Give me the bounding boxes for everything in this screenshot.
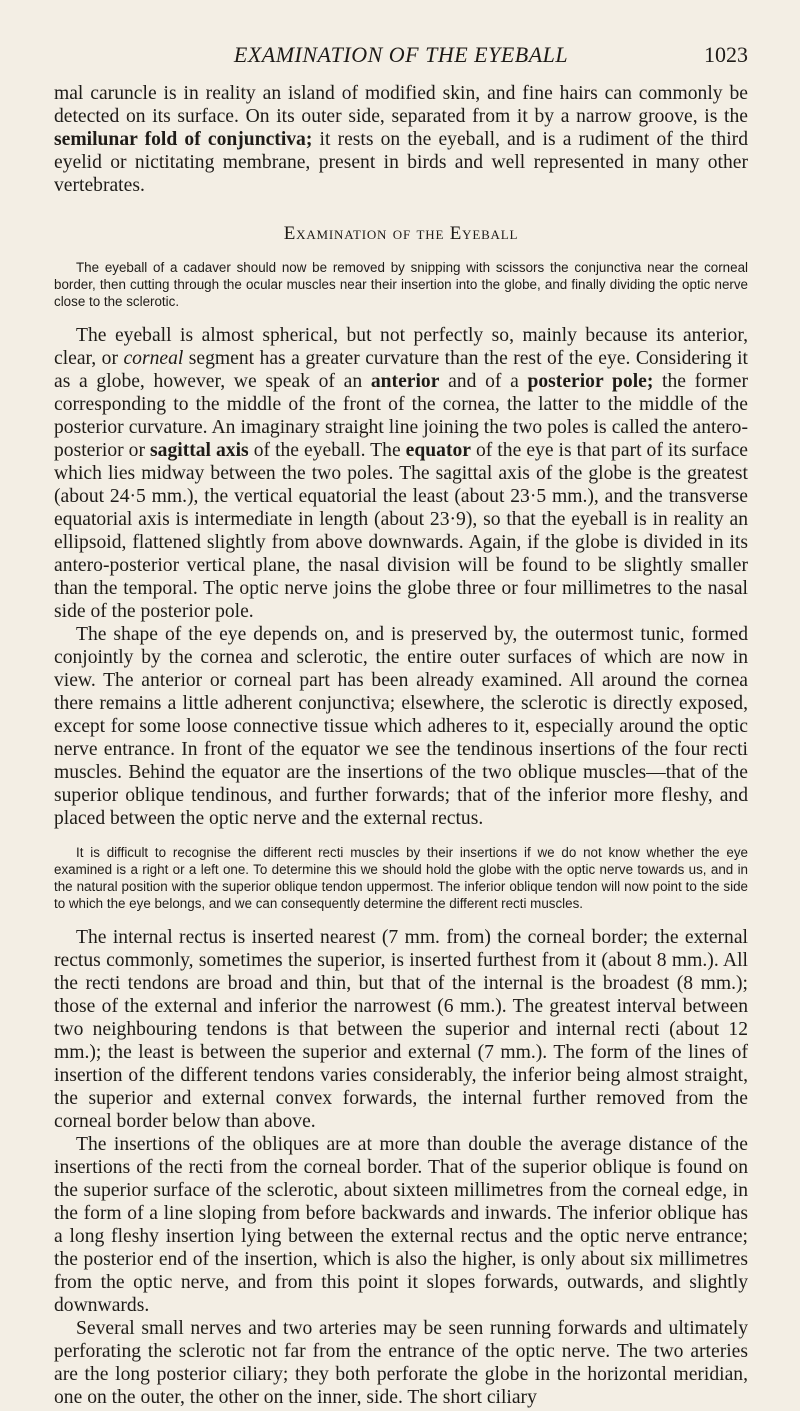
note-paragraph: It is difficult to recognise the different recti muscles by their insertions if we do not know whether the eye examined is a right or a left one. To determine this we should hold the globe with the optic nerve towards us, and in the natural position with the superior oblique tendon uppermost. The inferior oblique tendon will now point to the side to which the eye belongs, and we can consequently determine the different recti muscles. [54, 845, 748, 911]
running-header [54, 42, 748, 82]
page-number: 1023 [704, 42, 748, 67]
dissection-instruction [54, 259, 748, 310]
running-title: EXAMINATION OF THE EYEBALL [233, 42, 569, 67]
term-sagittal-axis: sagittal axis [150, 440, 249, 461]
p1-text-5: of the eyeball. The [248, 440, 406, 461]
document-page [0, 42, 800, 1411]
term-posterior-pole: posterior pole; [527, 371, 654, 392]
body-text [54, 82, 748, 197]
term-corneal: corneal [123, 348, 184, 369]
instruction-paragraph: The eyeball of a cadaver should now be removed by snipping with scissors the conjunctiva near the corneal border, then cutting through the ocular muscles near their insertion into the globe, and finally dividing the optic nerve close to the sclerotic. [54, 260, 748, 309]
section-heading: Examination of the Eyeball [283, 223, 519, 244]
main-body [54, 324, 748, 830]
paragraph-obliques: The insertions of the obliques are at more than double the average distance of the insertions of the recti from the corneal border. That of the superior oblique is found on the superior surface of the sclerotic, about sixteen millimetres from the corneal edge, in the form of a line sloping from before backwards and inwards. The inferior oblique has a long fleshy insertion lying between the external rectus and the optic nerve entrance; the posterior end of the insertion, which is also the higher, is only about six millimetres from the optic nerve, and from this point it slopes forwards, outwards, and slightly downwards. [54, 1134, 748, 1316]
term-equator: equator [405, 440, 471, 461]
p1-text-6: of the eye is that part of its surface which lies midway between the two poles. The sagittal axis of the globe is the greatest (about 24·5 mm.), the vertical equatorial the least (about 23·5 mm.), and the transverse equatorial axis is intermediate in length (about 23·9), so that the eyeball is in reality an ellipsoid, flattened slightly from above downwards. Again, if the globe is divided in its antero-posterior vertical plane, the nasal division will be found to be slightly smaller than the temporal. The optic nerve joins the globe three or four millimetres to the nasal side of the posterior pole. [54, 440, 748, 622]
p1-text-3: and of a [439, 371, 528, 392]
paragraph-nerves: Several small nerves and two arteries may be seen running forwards and ultimately perforating the sclerotic not far from the entrance of the optic nerve. The two arteries are the long posterior ciliary; they both perforate the globe in the horizontal meridian, one on the outer, the other on the inner, side. The short ciliary [54, 1318, 748, 1408]
paragraph-tunic: The shape of the eye depends on, and is preserved by, the outermost tunic, formed conjointly by the cornea and sclerotic, the entire outer surfaces of which are now in view. The anterior or corneal part has been already examined. All around the cornea there remains a little adherent conjunctiva; elsewhere, the sclerotic is directly exposed, except for some loose connective tissue which adheres to it, especially around the optic nerve entrance. In front of the equator we see the tendinous insertions of the four recti muscles. Behind the equator are the insertions of the two oblique muscles—that of the superior oblique tendinous, and further forwards; that of the inferior more fleshy, and placed between the optic nerve and the external rectus. [54, 624, 748, 829]
p1-text-1: The eyeball is almost spherical, but not perfectly so, mainly because its anterior, clear, or [54, 325, 748, 369]
paragraph-shape [54, 324, 748, 623]
term-semilunar-fold: semilunar fold of conjunctiva; [54, 129, 313, 150]
p1-text-2: segment has a greater curvature than the rest of the eye. Considering it as a globe, however, we speak of an [54, 348, 748, 392]
paragraph-recti: The internal rectus is inserted nearest (7 mm. from) the corneal border; the external rectus commonly, sometimes the superior, is inserted furthest from it (about 8 mm.). All the recti tendons are broad and thin, but that of the internal is the broadest (8 mm.); those of the external and inferior the narrowest (6 mm.). The greatest interval between two neighbouring tendons is that between the superior and internal recti (about 12 mm.); the least is between the superior and external (7 mm.). The form of the lines of insertion of the different tendons varies considerably, the inferior being almost straight, the superior and external convex forwards, the internal further removed from the corneal border below than above. [54, 927, 748, 1132]
note-block [54, 844, 748, 912]
continued-body [54, 926, 748, 1409]
term-anterior: anterior [370, 371, 440, 392]
p1-text-4: the former corresponding to the middle of the front of the cornea, the latter to the middle of the posterior curvature. An imaginary straight line joining the two poles is called the antero-posterior or [54, 371, 748, 461]
intro-text-2: it rests on the eyeball, and is a rudiment of the third eyelid or nictitating membrane, present in birds and well represented in many other vertebrates. [54, 129, 748, 196]
intro-paragraph [54, 82, 748, 197]
intro-text-1: mal caruncle is in reality an island of modified skin, and fine hairs can commonly be detected on its surface. On its outer side, separated from it by a narrow groove, is the [54, 83, 748, 127]
